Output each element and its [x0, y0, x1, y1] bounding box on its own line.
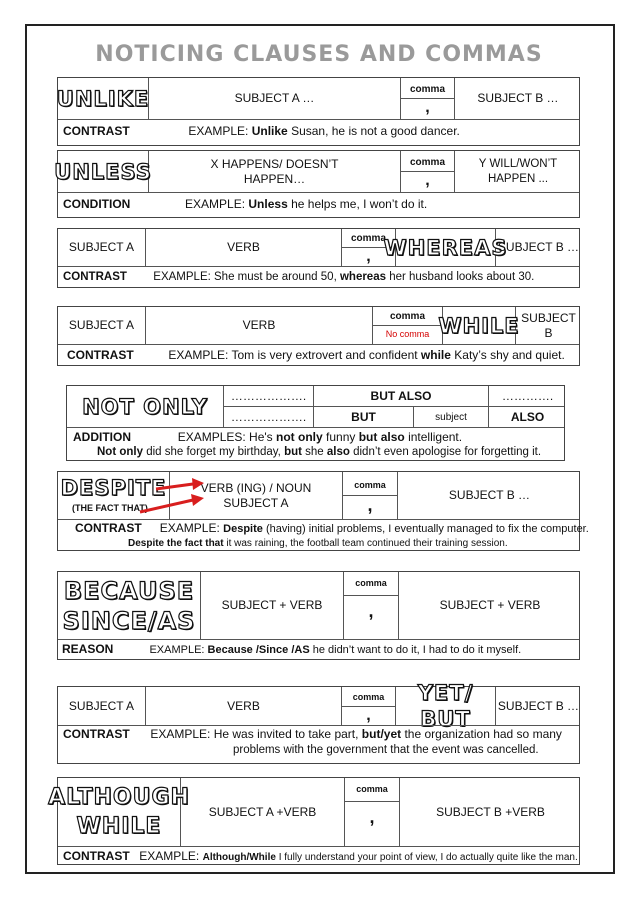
although-section — [48, 777, 580, 865]
whereas-keyword: WHEREAS — [383, 235, 508, 260]
not-only-example-1: ADDITION EXAMPLES: He's not only funny but also intelligent. — [73, 430, 463, 444]
yet-but-comma-cell: comma , — [342, 687, 396, 725]
unlike-keyword: UNLIKE — [56, 86, 150, 111]
while-keyword: WHILE — [438, 313, 520, 338]
not-only-but: BUT — [314, 407, 414, 427]
because-keyword-cell — [58, 572, 201, 639]
although-keyword: ALTHOUGH — [48, 785, 190, 810]
unless-clause-b: Y WILL/WON’T HAPPEN ... — [478, 157, 558, 185]
since-as-keyword: SINCE/AS — [62, 606, 196, 635]
unlike-subject-a: SUBJECT A … — [149, 78, 401, 119]
despite-sub-label: (THE FACT THAT) — [72, 503, 148, 513]
because-keyword: BECAUSE — [63, 576, 195, 605]
yet-but-keyword: YET/ BUT — [417, 681, 474, 731]
comma-mark: , — [425, 99, 430, 116]
despite-keyword: DESPITE — [60, 476, 167, 500]
while-example: CONTRAST EXAMPLE: Tom is very extrovert and confident while Katy’s shy and quiet. — [67, 348, 565, 362]
no-comma-label: No comma — [385, 329, 430, 339]
unless-clause-a: X HAPPENS/ DOESN’T HAPPEN… — [149, 151, 401, 192]
not-only-dots-b1: …………. — [501, 388, 554, 403]
not-only-also: ALSO — [510, 409, 545, 424]
yet-but-example-1: CONTRAST EXAMPLE: He was invited to take part, but/yet the organization had so many — [63, 727, 562, 741]
while-tag: CONTRAST — [67, 348, 134, 362]
unless-tag: CONDITION — [63, 197, 131, 211]
although-example: CONTRAST EXAMPLE: Although/While I fully understand your point of view, I do actually quite like the man. — [63, 849, 578, 863]
although-clause-a: SUBJECT A +VERB — [181, 778, 345, 846]
whereas-verb: VERB — [146, 229, 342, 266]
not-only-dots-a1: ………………. — [224, 386, 314, 406]
despite-comma-cell: comma , — [343, 472, 398, 519]
while-subject-a: SUBJECT A — [58, 307, 146, 344]
because-comma-cell: comma , — [344, 572, 399, 639]
whereas-tag: CONTRAST — [63, 271, 127, 283]
although-clause-b: SUBJECT B +VERB — [436, 804, 545, 819]
unlike-subject-b: SUBJECT B … — [477, 91, 559, 105]
yet-but-tag: CONTRAST — [63, 727, 130, 741]
whereas-example: CONTRAST EXAMPLE: She must be around 50, whereas her husband looks about 30. — [63, 271, 535, 283]
although-tag: CONTRAST — [63, 849, 130, 863]
whereas-comma-cell: comma , — [342, 229, 396, 266]
unless-example: CONDITION EXAMPLE: Unless he helps me, I won’t do it. — [63, 197, 428, 211]
yet-but-section — [57, 681, 580, 764]
unlike-example: CONTRAST EXAMPLE: Unlike Susan, he is not a good dancer. — [63, 124, 460, 138]
although-comma-cell: comma , — [345, 778, 400, 846]
although-keyword-cell — [48, 778, 190, 846]
because-tag: REASON — [62, 642, 114, 656]
yet-but-subject-b: SUBJECT B … — [497, 698, 580, 713]
not-only-but-also: BUT ALSO — [314, 386, 489, 406]
despite-clause-a: VERB (ING) / NOUN SUBJECT A — [170, 472, 343, 519]
despite-example-1: CONTRAST EXAMPLE: Despite (having) initial problems, I eventually managed to fix the computer. — [75, 521, 589, 535]
while-comma-cell: comma No comma — [373, 307, 443, 344]
not-only-example-2: Not only did she forget my birthday, but she also didn’t even apologise for forgetting it. — [97, 446, 542, 458]
despite-tag: CONTRAST — [75, 521, 142, 535]
not-only-keyword: NOT ONLY — [82, 394, 208, 419]
whereas-subject-b: SUBJECT B … — [497, 240, 580, 254]
although-while-keyword: WHILE — [76, 814, 162, 839]
because-clause-a: SUBJECT + VERB — [201, 572, 344, 639]
while-subject-b: SUBJECT B — [521, 310, 576, 340]
not-only-dots-a2: ………………. — [224, 407, 314, 427]
not-only-tag: ADDITION — [73, 430, 131, 444]
yet-but-subject-a: SUBJECT A — [58, 687, 146, 725]
despite-example-2: Despite the fact that it was raining, the football team continued their training session. — [128, 538, 508, 549]
despite-subject-b: SUBJECT B … — [448, 488, 531, 502]
yet-but-keyword-cell — [396, 681, 496, 731]
because-example: REASON EXAMPLE: Because /Since /AS he didn’t want to do it, I had to do it myself. — [62, 642, 522, 656]
because-clause-b: SUBJECT + VERB — [439, 598, 541, 612]
not-only-subject: subject — [414, 407, 489, 427]
unlike-tag: CONTRAST — [63, 124, 130, 138]
whereas-subject-a: SUBJECT A — [58, 229, 146, 266]
while-verb: VERB — [146, 307, 373, 344]
page-title: NOTICING CLAUSES AND COMMAS — [95, 42, 543, 67]
because-section — [57, 571, 580, 660]
unless-comma-cell: comma , — [401, 151, 455, 192]
yet-but-verb: VERB — [146, 687, 342, 725]
comma-label: comma — [409, 84, 445, 95]
yet-but-example-2: problems with the government that the event was cancelled. — [233, 744, 539, 756]
unless-keyword: UNLESS — [54, 159, 152, 184]
